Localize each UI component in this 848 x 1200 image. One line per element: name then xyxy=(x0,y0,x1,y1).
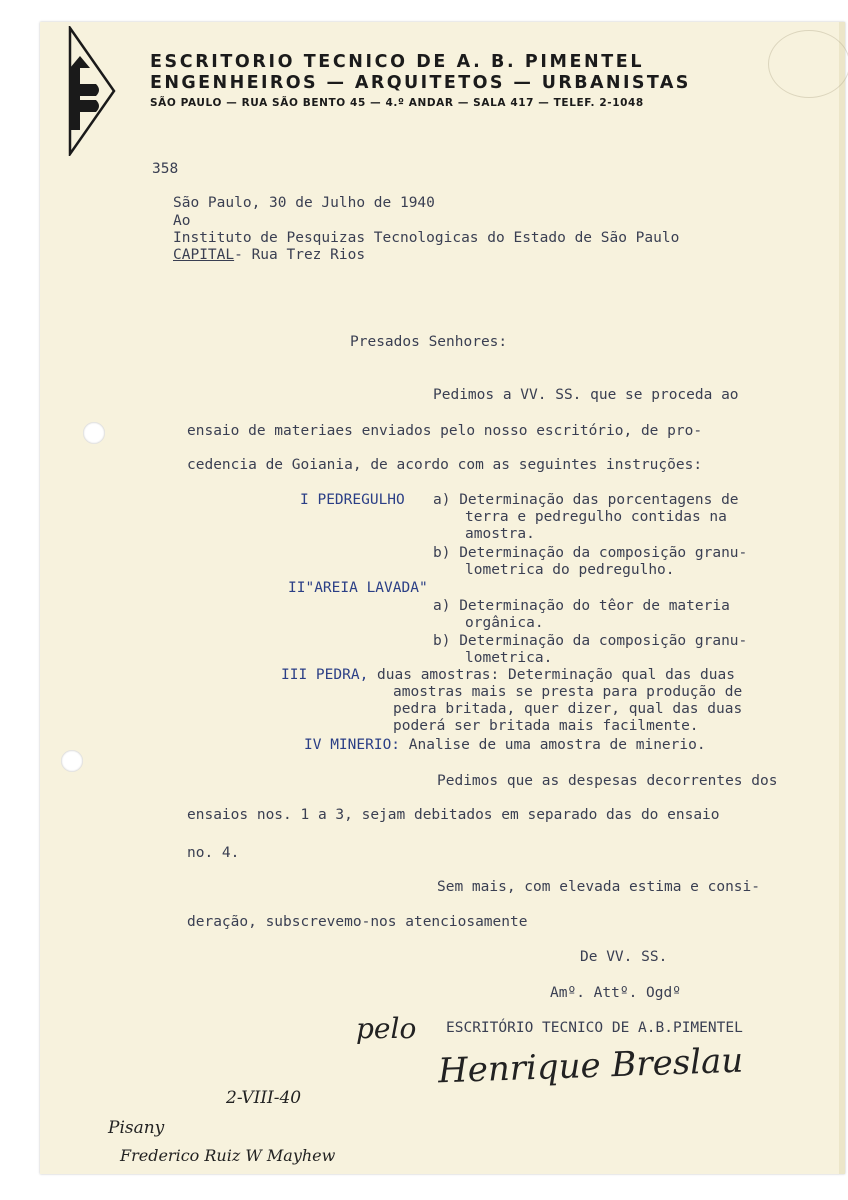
item-ii-a-line2: orgânica. xyxy=(465,615,544,631)
item-iv-text: Analise de uma amostra de minerio. xyxy=(400,737,706,753)
letterhead-professions: ENGENHEIROS — ARQUITETOS — URBANISTAS xyxy=(150,73,691,93)
item-ii-b-line2: lometrica. xyxy=(465,650,553,666)
salutation: Presados Senhores: xyxy=(350,334,508,350)
para3-line1: Sem mais, com elevada estima e consi- xyxy=(437,879,761,895)
item-i-label: I PEDREGULHO xyxy=(300,492,405,508)
item-iii-text-1: duas amostras: Determinação qual das duas xyxy=(368,667,735,683)
closing-office: ESCRITÓRIO TECNICO DE A.B.PIMENTEL xyxy=(446,1020,743,1036)
item-iii-label: III PEDRA, xyxy=(281,667,369,683)
letterhead xyxy=(150,52,691,109)
item-i-a-line3: amostra. xyxy=(465,526,535,542)
item-i-a-line2: terra e pedregulho contidas na xyxy=(465,509,727,525)
addressee-street: - Rua Trez Rios xyxy=(234,247,366,263)
para1-line2: ensaio de materiaes enviados pelo nosso escritório, de pro- xyxy=(187,423,703,439)
item-iii-line2: amostras mais se presta para produção de xyxy=(393,684,743,700)
company-logo xyxy=(64,26,116,156)
addressee-city: CAPITAL xyxy=(173,247,235,263)
para2-line1: Pedimos que as despesas decorrentes dos xyxy=(437,773,778,789)
item-iii-line1 xyxy=(281,667,735,684)
annotation-initials: Pisany xyxy=(108,1118,165,1138)
reference-number: 358 xyxy=(152,161,179,177)
item-i-b-line1: b) Determinação da composição granu- xyxy=(433,545,748,561)
closing-line2: Amº. Attº. Ogdº xyxy=(550,985,681,1001)
item-iii-line3: pedra britada, quer dizer, qual das duas xyxy=(393,701,743,717)
date-line: São Paulo, 30 de Julho de 1940 xyxy=(173,195,435,211)
item-iv-line xyxy=(304,737,706,754)
item-ii-b-line1: b) Determinação da composição granu- xyxy=(433,633,748,649)
annotation-date: 2-VIII-40 xyxy=(226,1088,302,1108)
faint-stamp xyxy=(768,30,848,98)
punch-hole-bottom xyxy=(61,750,83,772)
letterhead-address: SÃO PAULO — RUA SÃO BENTO 45 — 4.º ANDAR — SALA 417 — TELEF. 2-1048 xyxy=(150,97,644,109)
item-i-b-line2: lometrica do pedregulho. xyxy=(465,562,675,578)
item-iii-line4: poderá ser britada mais facilmente. xyxy=(393,718,699,734)
para1-line3: cedencia de Goiania, de acordo com as seguintes instruções: xyxy=(187,457,703,473)
para2-line3: no. 4. xyxy=(187,845,240,861)
handwritten-pelo: pelo xyxy=(356,1012,417,1045)
addressee-institution: Instituto de Pesquizas Tecnologicas do Estado de São Paulo xyxy=(173,230,680,246)
item-ii-label: II"AREIA LAVADA" xyxy=(288,580,428,596)
addressee-to: Ao xyxy=(173,213,191,229)
para2-line2: ensaios nos. 1 a 3, sejam debitados em separado das do ensaio xyxy=(187,807,720,823)
item-i-a-line1: a) Determinação das porcentagens de xyxy=(433,492,739,508)
item-ii-a-line1: a) Determinação do têor de materia xyxy=(433,598,730,614)
item-iv-label: IV MINERIO: xyxy=(304,737,401,753)
letterhead-company: ESCRITORIO TECNICO DE A. B. PIMENTEL xyxy=(150,52,645,72)
closing-line1: De VV. SS. xyxy=(580,949,668,965)
annotation-names: Frederico Ruiz W Mayhew xyxy=(120,1146,336,1165)
punch-hole-top xyxy=(83,422,105,444)
addressee-address xyxy=(173,247,365,264)
signature: Henrique Breslau xyxy=(437,1040,744,1092)
para3-line2: deração, subscrevemo-nos atenciosamente xyxy=(187,914,528,930)
para1-line1: Pedimos a VV. SS. que se proceda ao xyxy=(433,387,739,403)
